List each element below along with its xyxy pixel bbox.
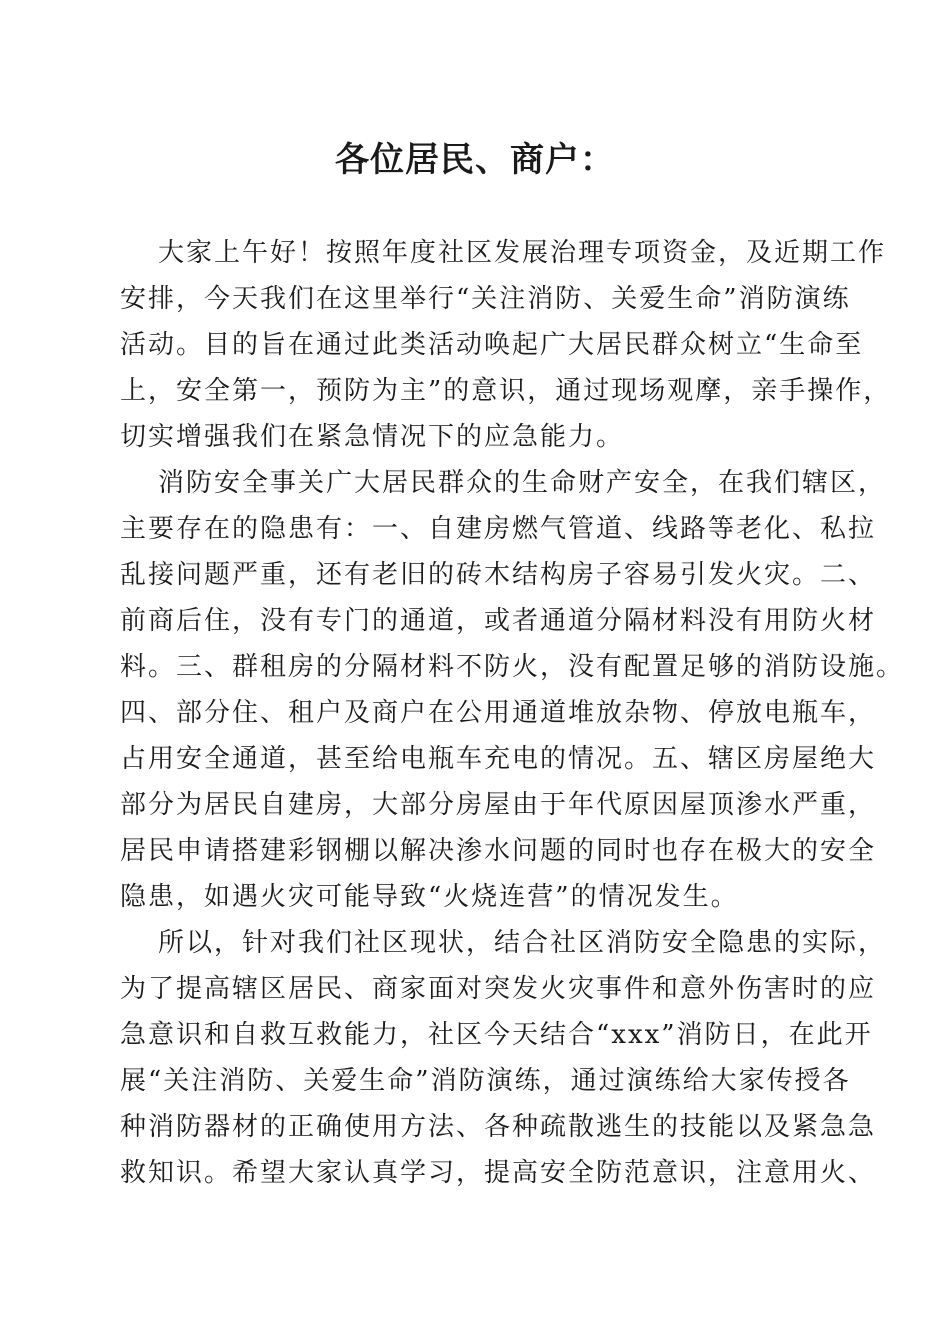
- document-title: 各位居民、商户：: [335, 140, 615, 180]
- paragraph: [120, 460, 905, 920]
- paragraph-line: 部分为居民自建房，大部分房屋由于年代原因屋顶渗水严重，: [120, 790, 877, 820]
- paragraph-line: 料。三、群租房的分隔材料不防火，没有配置足够的消防设施。: [120, 652, 905, 682]
- paragraph-line: 前商后住，没有专门的通道，或者通道分隔材料没有用防火材: [120, 606, 877, 636]
- paragraph-line: 占用安全通道，甚至给电瓶车充电的情况。五、辖区房屋绝大: [120, 744, 877, 774]
- paragraph-line: 展“关注消防、关爱生命”消防演练，通过演练给大家传授各: [120, 1066, 851, 1096]
- paragraph-line: 主要存在的隐患有：一、自建房燃气管道、线路等老化、私拉: [120, 514, 877, 544]
- paragraph-line: 乱接问题严重，还有老旧的砖木结构房子容易引发火灾。二、: [120, 560, 877, 590]
- paragraph-line: 所以，针对我们社区现状，结合社区消防安全隐患的实际，: [158, 928, 887, 958]
- paragraph: [120, 920, 887, 1196]
- paragraph-line: 居民申请搭建彩钢棚以解决渗水问题的同时也存在极大的安全: [120, 836, 877, 866]
- paragraph-line: 隐患，如遇火灾可能导致“火烧连营”的情况发生。: [120, 882, 739, 912]
- paragraph-line: 消防安全事关广大居民群众的生命财产安全，在我们辖区，: [158, 468, 887, 498]
- paragraph-line: 切实增强我们在紧急情况下的应急能力。: [120, 422, 625, 452]
- paragraph-line: 救知识。希望大家认真学习，提高安全防范意识，注意用火、: [120, 1158, 877, 1188]
- paragraph-line: 种消防器材的正确使用方法、各种疏散逃生的技能以及紧急急: [120, 1112, 877, 1142]
- paragraph-line: 为了提高辖区居民、商家面对突发火灾事件和意外伤害时的应: [120, 974, 877, 1004]
- paragraph-line: 安排，今天我们在这里举行“关注消防、关爱生命”消防演练: [120, 284, 851, 314]
- paragraph-line: 活动。目的旨在通过此类活动唤起广大居民群众树立“生命至: [120, 330, 864, 360]
- paragraph-line: 急意识和自救互救能力，社区今天结合“xxx”消防日，在此开: [120, 1020, 873, 1050]
- paragraph-line: 上，安全第一，预防为主”的意识，通过现场观摩，亲手操作，: [120, 376, 892, 406]
- paragraph: [120, 230, 892, 460]
- paragraph-line: 大家上午好！按照年度社区发展治理专项资金，及近期工作: [158, 238, 887, 268]
- document-body: [120, 230, 905, 1196]
- paragraph-line: 四、部分住、租户及商户在公用通道堆放杂物、停放电瓶车，: [120, 698, 877, 728]
